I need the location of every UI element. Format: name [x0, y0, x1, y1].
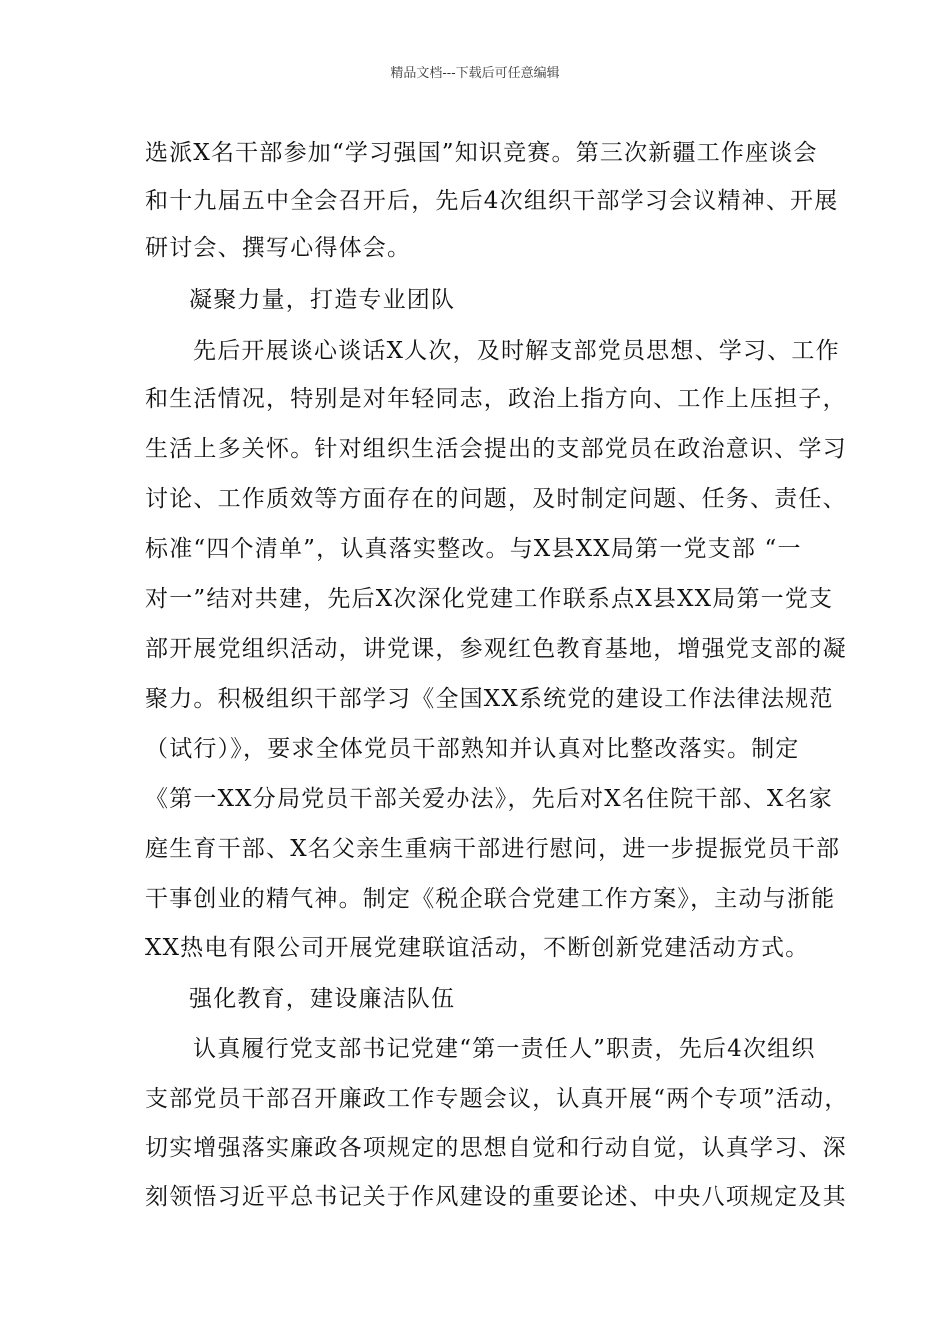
text-line: 庭生育干部、X名父亲生重病干部进行慰问，进一步提振党员干部 [145, 836, 841, 862]
text-line: 支部党员干部召开廉政工作专题会议，认真开展“两个专项”活动， [145, 1086, 849, 1112]
text-line: 认真履行党支部书记党建“第一责任人”职责，先后4次组织 [193, 1036, 816, 1062]
text-line: 标准“四个清单”，认真落实整改。与X县XX局第一党支部 “一 [145, 536, 802, 562]
text-line: 切实增强落实廉政各项规定的思想自觉和行动自觉，认真学习、深 [145, 1135, 847, 1161]
text-line: 选派X名干部参加“学习强国”知识竞赛。第三次新疆工作座谈会 [145, 140, 818, 166]
text-line: 先后开展谈心谈话X人次，及时解支部党员思想、学习、工作 [193, 338, 840, 364]
text-line: XX热电有限公司开展党建联谊活动，不断创新党建活动方式。 [145, 935, 810, 961]
section-heading: 凝聚力量，打造专业团队 [189, 287, 456, 313]
text-line: 和十九届五中全会召开后，先后4次组织干部学习会议精神、开展 [145, 188, 839, 214]
text-line: 聚力。积极组织干部学习《全国XX系统党的建设工作法律法规范 [145, 686, 834, 712]
text-line: 《第一XX分局党员干部关爱办法》，先后对X名住院干部、X名家 [145, 786, 833, 812]
section-heading: 强化教育，建设廉洁队伍 [189, 986, 456, 1012]
text-line: 干事创业的精气神。制定《税企联合党建工作方案》，主动与浙能 [145, 886, 836, 912]
text-line: 对一”结对共建，先后X次深化党建工作联系点X县XX局第一党支 [145, 586, 834, 612]
text-line: 研讨会、撰写心得体会。 [145, 235, 412, 261]
text-line: 讨论、工作质效等方面存在的问题，及时制定问题、任务、责任、 [145, 486, 847, 512]
text-line: （试行）》，要求全体党员干部熟知并认真对比整改落实。制定 [145, 736, 800, 762]
text-line: 部开展党组织活动，讲党课，参观红色教育基地，增强党支部的凝 [145, 636, 847, 662]
page-header: 精品文档---下载后可任意编辑 [390, 66, 560, 81]
text-line: 刻领悟习近平总书记关于作风建设的重要论述、中央八项规定及其 [145, 1184, 847, 1210]
text-line: 生活上多关怀。针对组织生活会提出的支部党员在政治意识、学习 [145, 436, 847, 462]
text-line: 和生活情况，特别是对年轻同志，政治上指方向、工作上压担子， [145, 386, 847, 412]
